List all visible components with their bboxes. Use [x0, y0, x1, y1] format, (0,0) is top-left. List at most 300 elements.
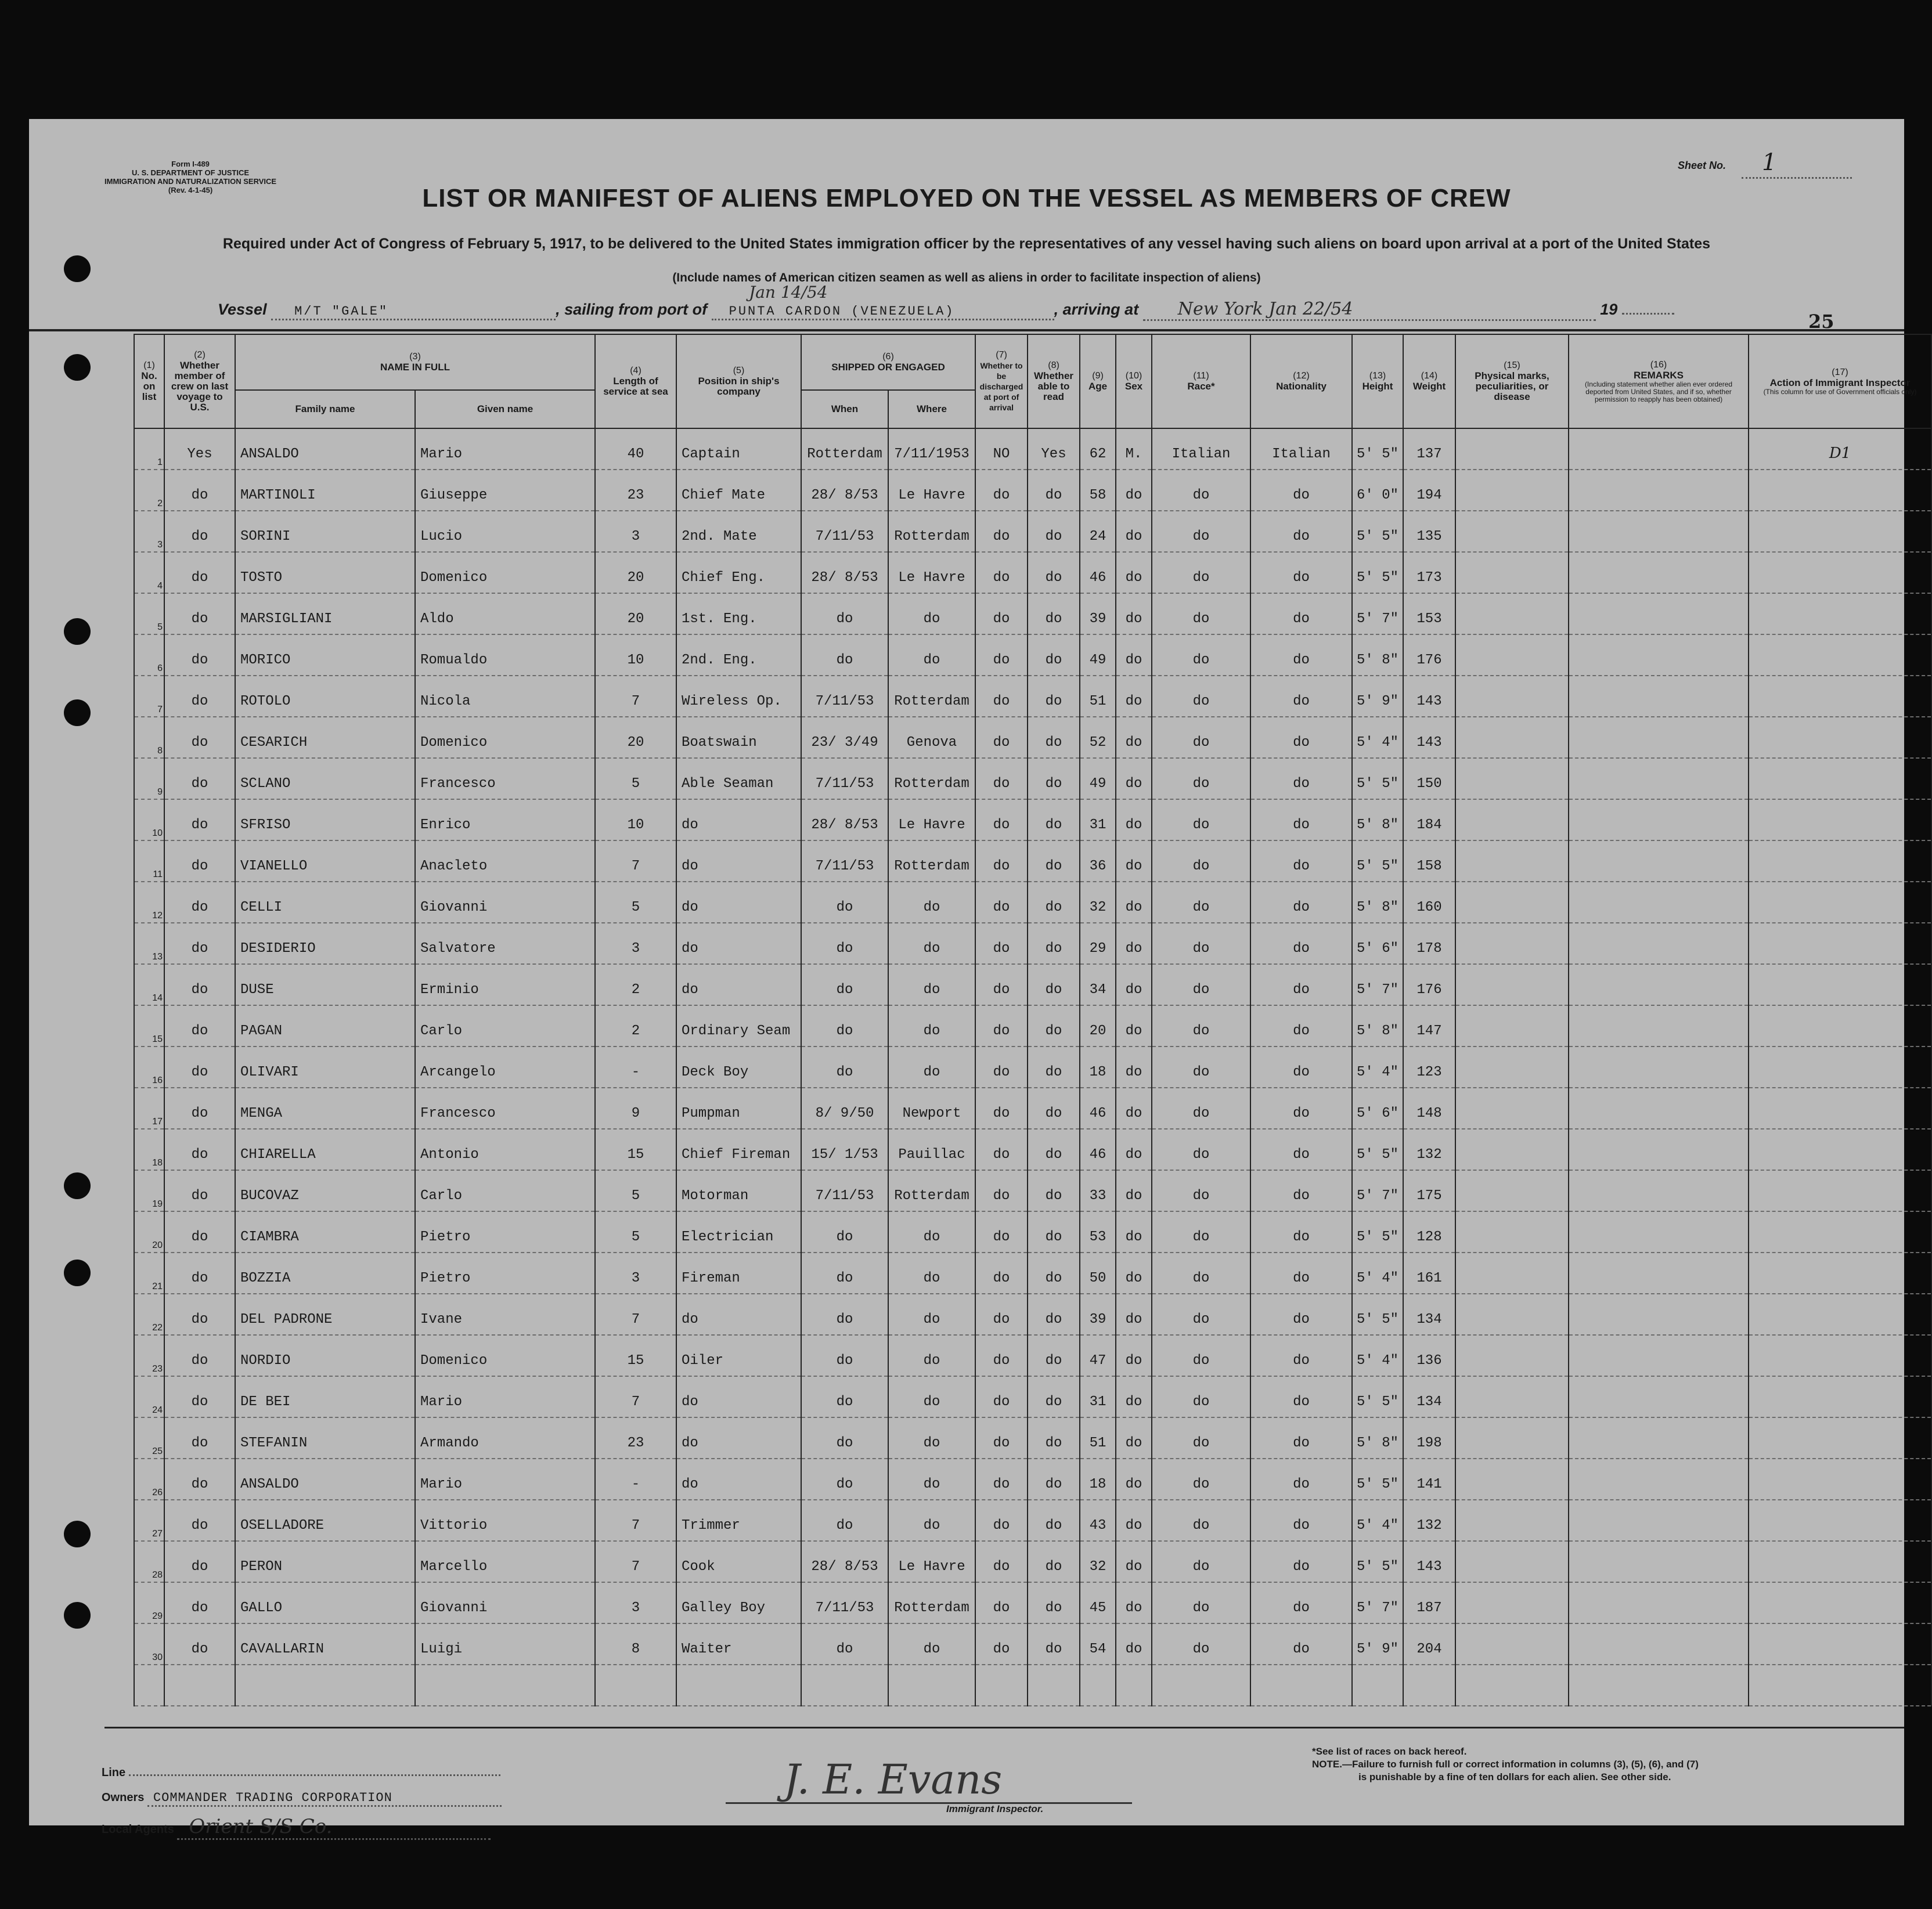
crew-service-years: 3: [595, 1582, 676, 1623]
crew-height: 5' 6": [1352, 1088, 1403, 1129]
crew-weight: 132: [1403, 1500, 1455, 1541]
col-header-height: (13) Height: [1352, 334, 1403, 428]
table-row: [134, 634, 1931, 676]
crew-position: Oiler: [676, 1335, 801, 1376]
crew-race: do: [1152, 552, 1250, 593]
crew-line-number: 2: [134, 470, 164, 511]
crew-can-read: do: [1028, 1046, 1080, 1088]
crew-height: 5' 8": [1352, 634, 1403, 676]
document-subtitle: Required under Act of Congress of February 5, 1917, to be delivered to the United States immigration officer by the representatives of any vessel having such aliens on board upon arrival at a port of the United States: [222, 236, 1711, 252]
crew-weight: 150: [1403, 758, 1455, 799]
crew-shipped-where: Genova: [888, 717, 975, 758]
crew-age: 32: [1080, 882, 1116, 923]
crew-position: do: [676, 923, 801, 964]
crew-nationality: do: [1250, 882, 1352, 923]
crew-weight: 128: [1403, 1211, 1455, 1253]
crew-shipped-where: 7/11/1953: [888, 428, 975, 470]
crew-discharged: NO: [975, 428, 1028, 470]
col-header-read: (8) Whether able to read: [1028, 334, 1080, 428]
crew-line-number: 4: [134, 552, 164, 593]
crew-position: do: [676, 1294, 801, 1335]
crew-sex: do: [1116, 1376, 1152, 1417]
crew-can-read: do: [1028, 1623, 1080, 1665]
crew-discharged: do: [975, 1046, 1028, 1088]
binder-hole: [64, 1521, 91, 1547]
crew-line-number: 29: [134, 1582, 164, 1623]
crew-nationality: do: [1250, 923, 1352, 964]
crew-age: 39: [1080, 593, 1116, 634]
table-row: [134, 1294, 1931, 1335]
blank-cell: [1352, 1665, 1403, 1706]
crew-inspector-action: [1749, 1541, 1931, 1582]
table-row: [134, 1005, 1931, 1046]
crew-service-years: 7: [595, 1376, 676, 1417]
crew-family-name: MARTINOLI: [235, 470, 415, 511]
crew-service-years: 2: [595, 964, 676, 1005]
crew-race: do: [1152, 1088, 1250, 1129]
crew-service-years: 8: [595, 1623, 676, 1665]
crew-discharged: do: [975, 1541, 1028, 1582]
crew-height: 5' 4": [1352, 1500, 1403, 1541]
crew-last-voyage: do: [164, 882, 235, 923]
table-row: [134, 1541, 1931, 1582]
crew-nationality: do: [1250, 1376, 1352, 1417]
crew-discharged: do: [975, 758, 1028, 799]
crew-nationality: do: [1250, 552, 1352, 593]
crew-position: Cook: [676, 1541, 801, 1582]
col-header-position: (5) Position in ship's company: [676, 334, 801, 428]
crew-weight: 137: [1403, 428, 1455, 470]
crew-family-name: DUSE: [235, 964, 415, 1005]
crew-physical-marks: [1455, 758, 1569, 799]
crew-line-number: 14: [134, 964, 164, 1005]
crew-last-voyage: do: [164, 634, 235, 676]
table-row: [134, 1046, 1931, 1088]
crew-nationality: do: [1250, 470, 1352, 511]
crew-shipped-when: 7/11/53: [801, 676, 888, 717]
crew-race: do: [1152, 593, 1250, 634]
crew-can-read: do: [1028, 882, 1080, 923]
crew-sex: do: [1116, 1294, 1152, 1335]
include-note: (Include names of American citizen seamen as well as aliens in order to facilitate inspection of aliens): [672, 271, 1261, 284]
crew-discharged: do: [975, 882, 1028, 923]
crew-age: 49: [1080, 634, 1116, 676]
crew-given-name: Francesco: [415, 758, 595, 799]
crew-family-name: TOSTO: [235, 552, 415, 593]
crew-height: 5' 5": [1352, 840, 1403, 882]
crew-shipped-where: do: [888, 1335, 975, 1376]
crew-position: do: [676, 1459, 801, 1500]
crew-race: do: [1152, 1253, 1250, 1294]
crew-inspector-action: [1749, 840, 1931, 882]
crew-shipped-where: Rotterdam: [888, 758, 975, 799]
crew-discharged: do: [975, 470, 1028, 511]
inspector-label: Immigrant Inspector.: [946, 1803, 1044, 1814]
crew-discharged: do: [975, 1417, 1028, 1459]
crew-race: do: [1152, 758, 1250, 799]
crew-sex: do: [1116, 1253, 1152, 1294]
crew-shipped-where: do: [888, 1623, 975, 1665]
crew-given-name: Carlo: [415, 1005, 595, 1046]
table-row: [134, 1088, 1931, 1129]
agents-value: Orient S/S Co.: [177, 1815, 491, 1840]
crew-given-name: Erminio: [415, 964, 595, 1005]
crew-sex: do: [1116, 1417, 1152, 1459]
crew-shipped-where: Le Havre: [888, 470, 975, 511]
crew-shipped-when: do: [801, 1294, 888, 1335]
crew-weight: 176: [1403, 964, 1455, 1005]
crew-service-years: 5: [595, 882, 676, 923]
crew-service-years: 3: [595, 1253, 676, 1294]
crew-sex: do: [1116, 470, 1152, 511]
crew-family-name: DE BEI: [235, 1376, 415, 1417]
crew-family-name: CHIARELLA: [235, 1129, 415, 1170]
crew-shipped-when: 7/11/53: [801, 1170, 888, 1211]
crew-discharged: do: [975, 511, 1028, 552]
crew-weight: 194: [1403, 470, 1455, 511]
crew-height: 5' 8": [1352, 1417, 1403, 1459]
crew-given-name: Anacleto: [415, 840, 595, 882]
blank-cell: [676, 1665, 801, 1706]
crew-height: 5' 4": [1352, 1335, 1403, 1376]
crew-can-read: do: [1028, 1170, 1080, 1211]
crew-height: 5' 5": [1352, 1129, 1403, 1170]
crew-age: 18: [1080, 1046, 1116, 1088]
form-number: Form I-489: [171, 160, 210, 168]
blank-cell: [595, 1665, 676, 1706]
crew-weight: 143: [1403, 676, 1455, 717]
crew-given-name: Mario: [415, 1459, 595, 1500]
crew-service-years: 23: [595, 470, 676, 511]
crew-given-name: Domenico: [415, 1335, 595, 1376]
crew-weight: 176: [1403, 634, 1455, 676]
table-row: [134, 717, 1931, 758]
crew-family-name: VIANELLO: [235, 840, 415, 882]
year-label: 19: [1600, 301, 1618, 318]
crew-race: do: [1152, 1541, 1250, 1582]
crew-nationality: do: [1250, 1294, 1352, 1335]
crew-weight: 158: [1403, 840, 1455, 882]
penalty-note-2: is punishable by a fine of ten dollars for each alien. See other side.: [1358, 1771, 1671, 1782]
crew-remarks: [1569, 428, 1749, 470]
crew-position: Galley Boy: [676, 1582, 801, 1623]
crew-last-voyage: do: [164, 1211, 235, 1253]
crew-inspector-action: [1749, 1170, 1931, 1211]
crew-family-name: CELLI: [235, 882, 415, 923]
crew-discharged: do: [975, 717, 1028, 758]
crew-last-voyage: do: [164, 1294, 235, 1335]
crew-discharged: do: [975, 1376, 1028, 1417]
crew-line-number: 8: [134, 717, 164, 758]
crew-race: do: [1152, 840, 1250, 882]
form-service: IMMIGRATION AND NATURALIZATION SERVICE: [104, 177, 277, 186]
crew-inspector-action: [1749, 758, 1931, 799]
line-label-row: [102, 1766, 500, 1780]
crew-line-number: 20: [134, 1211, 164, 1253]
crew-nationality: do: [1250, 634, 1352, 676]
crew-service-years: 7: [595, 1500, 676, 1541]
blank-cell: [1080, 1665, 1116, 1706]
crew-family-name: CIAMBRA: [235, 1211, 415, 1253]
crew-height: 5' 7": [1352, 1170, 1403, 1211]
crew-remarks: [1569, 676, 1749, 717]
crew-last-voyage: do: [164, 964, 235, 1005]
crew-family-name: DEL PADRONE: [235, 1294, 415, 1335]
crew-height: 5' 5": [1352, 1459, 1403, 1500]
crew-position: Chief Eng.: [676, 552, 801, 593]
crew-remarks: [1569, 634, 1749, 676]
crew-position: 2nd. Mate: [676, 511, 801, 552]
crew-given-name: Vittorio: [415, 1500, 595, 1541]
crew-can-read: do: [1028, 1582, 1080, 1623]
crew-nationality: do: [1250, 758, 1352, 799]
crew-position: do: [676, 799, 801, 840]
crew-shipped-where: do: [888, 882, 975, 923]
crew-family-name: CESARICH: [235, 717, 415, 758]
crew-age: 46: [1080, 1088, 1116, 1129]
crew-given-name: Mario: [415, 1376, 595, 1417]
crew-family-name: SFRISO: [235, 799, 415, 840]
crew-last-voyage: do: [164, 1046, 235, 1088]
crew-can-read: do: [1028, 1417, 1080, 1459]
crew-family-name: PERON: [235, 1541, 415, 1582]
crew-family-name: MENGA: [235, 1088, 415, 1129]
crew-shipped-when: do: [801, 1335, 888, 1376]
crew-race: do: [1152, 1335, 1250, 1376]
crew-last-voyage: do: [164, 799, 235, 840]
sheet-number-line: [1742, 177, 1852, 179]
crew-nationality: do: [1250, 1005, 1352, 1046]
crew-physical-marks: [1455, 552, 1569, 593]
crew-weight: 187: [1403, 1582, 1455, 1623]
crew-sex: do: [1116, 799, 1152, 840]
crew-last-voyage: do: [164, 552, 235, 593]
crew-race: do: [1152, 1129, 1250, 1170]
crew-position: Chief Mate: [676, 470, 801, 511]
crew-race: do: [1152, 964, 1250, 1005]
crew-remarks: [1569, 593, 1749, 634]
crew-height: 5' 5": [1352, 1376, 1403, 1417]
crew-given-name: Giuseppe: [415, 470, 595, 511]
crew-position: 2nd. Eng.: [676, 634, 801, 676]
crew-weight: 204: [1403, 1623, 1455, 1665]
crew-physical-marks: [1455, 1500, 1569, 1541]
crew-given-name: Giovanni: [415, 882, 595, 923]
crew-remarks: [1569, 511, 1749, 552]
crew-height: 5' 8": [1352, 799, 1403, 840]
crew-can-read: do: [1028, 964, 1080, 1005]
crew-physical-marks: [1455, 1294, 1569, 1335]
crew-race: do: [1152, 1417, 1250, 1459]
crew-discharged: do: [975, 1500, 1028, 1541]
crew-height: 5' 5": [1352, 428, 1403, 470]
crew-physical-marks: [1455, 964, 1569, 1005]
table-row: [134, 758, 1931, 799]
crew-weight: 143: [1403, 1541, 1455, 1582]
crew-shipped-when: 28/ 8/53: [801, 799, 888, 840]
crew-line-number: 27: [134, 1500, 164, 1541]
crew-remarks: [1569, 1376, 1749, 1417]
crew-physical-marks: [1455, 882, 1569, 923]
crew-shipped-where: do: [888, 1376, 975, 1417]
crew-age: 49: [1080, 758, 1116, 799]
table-row: [134, 1335, 1931, 1376]
crew-weight: 184: [1403, 799, 1455, 840]
vessel-row: Vessel M/T "GALE" , sailing from port of PUNTA CARDON (VENEZUELA) , arriving at New York Jan 22/54 19: [218, 299, 1674, 321]
crew-given-name: Aldo: [415, 593, 595, 634]
crew-given-name: Marcello: [415, 1541, 595, 1582]
crew-remarks: [1569, 1046, 1749, 1088]
crew-weight: 132: [1403, 1129, 1455, 1170]
crew-given-name: Antonio: [415, 1129, 595, 1170]
table-row: [134, 1376, 1931, 1417]
crew-shipped-when: 7/11/53: [801, 511, 888, 552]
table-row: [134, 964, 1931, 1005]
crew-sex: do: [1116, 1170, 1152, 1211]
crew-remarks: [1569, 1294, 1749, 1335]
arriving-label: arriving at: [1062, 301, 1139, 318]
crew-service-years: 23: [595, 1417, 676, 1459]
crew-race: do: [1152, 1459, 1250, 1500]
crew-position: 1st. Eng.: [676, 593, 801, 634]
crew-remarks: [1569, 1005, 1749, 1046]
crew-race: do: [1152, 470, 1250, 511]
crew-sex: do: [1116, 552, 1152, 593]
crew-given-name: Luigi: [415, 1623, 595, 1665]
crew-remarks: [1569, 840, 1749, 882]
binder-hole: [64, 255, 91, 282]
col-header-discharged: (7) Whether to be discharged at port of arrival: [975, 334, 1028, 428]
crew-position: Electrician: [676, 1211, 801, 1253]
binder-hole: [64, 1602, 91, 1629]
crew-discharged: do: [975, 634, 1028, 676]
crew-weight: 198: [1403, 1417, 1455, 1459]
manifest-sheet: [29, 119, 1917, 1838]
crew-age: 51: [1080, 676, 1116, 717]
blank-cell: [1152, 1665, 1250, 1706]
crew-discharged: do: [975, 1335, 1028, 1376]
crew-remarks: [1569, 470, 1749, 511]
crew-height: 5' 4": [1352, 1253, 1403, 1294]
crew-can-read: do: [1028, 1376, 1080, 1417]
crew-position: Deck Boy: [676, 1046, 801, 1088]
crew-line-number: 17: [134, 1088, 164, 1129]
crew-service-years: 9: [595, 1088, 676, 1129]
crew-weight: 161: [1403, 1253, 1455, 1294]
crew-height: 5' 5": [1352, 511, 1403, 552]
blank-cell: [235, 1665, 415, 1706]
crew-given-name: Francesco: [415, 1088, 595, 1129]
crew-discharged: do: [975, 964, 1028, 1005]
crew-nationality: do: [1250, 1129, 1352, 1170]
crew-inspector-action: [1749, 1253, 1931, 1294]
crew-height: 5' 5": [1352, 758, 1403, 799]
crew-shipped-when: 7/11/53: [801, 758, 888, 799]
crew-physical-marks: [1455, 1046, 1569, 1088]
crew-nationality: do: [1250, 1623, 1352, 1665]
binder-hole: [64, 354, 91, 381]
crew-shipped-when: do: [801, 1623, 888, 1665]
crew-inspector-action: [1749, 634, 1931, 676]
crew-service-years: 10: [595, 634, 676, 676]
crew-race: do: [1152, 1294, 1250, 1335]
crew-line-number: 15: [134, 1005, 164, 1046]
crew-shipped-where: do: [888, 1005, 975, 1046]
crew-can-read: do: [1028, 511, 1080, 552]
crew-can-read: do: [1028, 676, 1080, 717]
crew-position: Captain: [676, 428, 801, 470]
crew-age: 29: [1080, 923, 1116, 964]
crew-position: do: [676, 840, 801, 882]
crew-can-read: do: [1028, 1294, 1080, 1335]
crew-family-name: ANSALDO: [235, 1459, 415, 1500]
crew-family-name: SCLANO: [235, 758, 415, 799]
crew-line-number: 18: [134, 1129, 164, 1170]
crew-shipped-where: Rotterdam: [888, 1582, 975, 1623]
crew-inspector-action: [1749, 593, 1931, 634]
crew-discharged: do: [975, 1211, 1028, 1253]
crew-can-read: do: [1028, 1500, 1080, 1541]
crew-race: do: [1152, 1005, 1250, 1046]
crew-height: 5' 5": [1352, 552, 1403, 593]
binder-hole: [64, 1172, 91, 1199]
crew-shipped-where: Rotterdam: [888, 1170, 975, 1211]
departure-date: Jan 14/54: [749, 283, 828, 302]
crew-discharged: do: [975, 676, 1028, 717]
crew-given-name: Domenico: [415, 552, 595, 593]
crew-inspector-action: [1749, 1088, 1931, 1129]
owners-label: Owners: [102, 1791, 145, 1804]
binder-hole: [64, 618, 91, 645]
blank-cell: [1116, 1665, 1152, 1706]
crew-last-voyage: do: [164, 1459, 235, 1500]
crew-line-number: 22: [134, 1294, 164, 1335]
departure-port: PUNTA CARDON (VENEZUELA): [712, 304, 1054, 320]
crew-can-read: do: [1028, 634, 1080, 676]
crew-race: do: [1152, 634, 1250, 676]
crew-last-voyage: do: [164, 593, 235, 634]
crew-inspector-action: [1749, 1623, 1931, 1665]
crew-inspector-action: [1749, 1500, 1931, 1541]
crew-nationality: do: [1250, 1088, 1352, 1129]
crew-service-years: 5: [595, 1211, 676, 1253]
crew-can-read: do: [1028, 799, 1080, 840]
crew-shipped-when: 7/11/53: [801, 840, 888, 882]
crew-inspector-action: [1749, 676, 1931, 717]
crew-remarks: [1569, 1335, 1749, 1376]
crew-sex: do: [1116, 593, 1152, 634]
crew-sex: do: [1116, 1500, 1152, 1541]
crew-age: 46: [1080, 552, 1116, 593]
table-row: [134, 882, 1931, 923]
crew-given-name: Nicola: [415, 676, 595, 717]
crew-height: 5' 5": [1352, 1211, 1403, 1253]
crew-physical-marks: [1455, 840, 1569, 882]
crew-shipped-when: do: [801, 923, 888, 964]
crew-nationality: do: [1250, 1253, 1352, 1294]
crew-family-name: MARSIGLIANI: [235, 593, 415, 634]
crew-line-number: 23: [134, 1335, 164, 1376]
crew-service-years: 5: [595, 758, 676, 799]
crew-shipped-where: do: [888, 634, 975, 676]
crew-family-name: STEFANIN: [235, 1417, 415, 1459]
crew-last-voyage: do: [164, 511, 235, 552]
crew-physical-marks: [1455, 1170, 1569, 1211]
crew-family-name: BOZZIA: [235, 1253, 415, 1294]
crew-age: 31: [1080, 799, 1116, 840]
crew-height: 5' 8": [1352, 882, 1403, 923]
crew-shipped-when: do: [801, 1211, 888, 1253]
